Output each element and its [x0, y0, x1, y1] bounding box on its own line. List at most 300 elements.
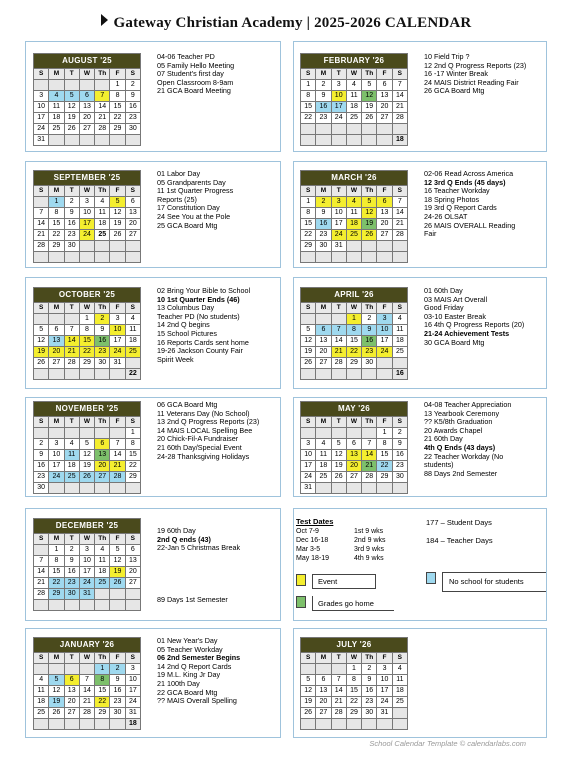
day-cell: 30 [64, 241, 79, 252]
weekday-header: S [392, 69, 407, 80]
day-cell: 17 [110, 336, 125, 347]
day-cell: 9 [125, 91, 140, 102]
weekday-header: S [125, 186, 140, 197]
month-calendar [33, 401, 141, 494]
day-cell: 21 [64, 347, 79, 358]
empty-day-cell [346, 252, 361, 263]
empty-day-cell [377, 252, 392, 263]
weekday-header: T [64, 653, 79, 664]
day-cell: 15 [301, 102, 316, 113]
note-line: 2nd Q ends (43) [157, 534, 211, 544]
day-cell: 15 [49, 219, 64, 230]
empty-day-cell [110, 589, 125, 600]
empty-day-cell [64, 428, 79, 439]
day-cell: 16 [392, 450, 407, 461]
month-name: SEPTEMBER '25 [34, 171, 141, 186]
empty-day-cell [362, 428, 377, 439]
day-cell: 18 [346, 219, 361, 230]
empty-day-cell [301, 369, 316, 380]
day-cell: 24 [377, 347, 392, 358]
day-cell: 5 [331, 439, 346, 450]
day-cell: 14 [362, 450, 377, 461]
day-cell: 26 [110, 230, 125, 241]
weekday-header: Th [362, 653, 377, 664]
empty-day-cell [301, 664, 316, 675]
day-cell: 3 [125, 664, 140, 675]
day-cell: 20 [346, 461, 361, 472]
empty-day-cell [392, 708, 407, 719]
day-cell: 23 [392, 461, 407, 472]
day-cell: 11 [95, 556, 110, 567]
day-cell: 3 [79, 545, 94, 556]
note-line: 04-08 Teacher Appreciation [424, 400, 512, 409]
day-cell: 10 [49, 450, 64, 461]
day-cell: 5 [79, 439, 94, 450]
empty-day-cell [95, 369, 110, 380]
empty-day-cell [49, 600, 64, 611]
empty-day-cell [34, 314, 49, 325]
day-cell: 31 [79, 589, 94, 600]
grades-label: Grades go home [318, 599, 374, 608]
weekday-header: T [64, 417, 79, 428]
day-cell: 7 [34, 556, 49, 567]
day-cell: 1 [49, 545, 64, 556]
day-cell: 19 [331, 461, 346, 472]
day-cell: 27 [316, 358, 331, 369]
day-cell: 18 [125, 719, 140, 730]
note-line: 4th Q Ends (43 days) [424, 442, 496, 452]
day-cell: 5 [34, 325, 49, 336]
day-cell: 24 [79, 230, 94, 241]
day-cell: 17 [49, 461, 64, 472]
day-cell: 21 [331, 697, 346, 708]
empty-day-cell [377, 124, 392, 135]
day-cell: 28 [331, 708, 346, 719]
day-cell: 5 [301, 325, 316, 336]
weekday-header: T [331, 417, 346, 428]
weekday-header: W [79, 303, 94, 314]
day-cell: 4 [392, 314, 407, 325]
empty-day-cell [346, 483, 361, 494]
day-cell: 18 [64, 461, 79, 472]
day-cell: 24 [301, 472, 316, 483]
day-cell: 11 [34, 686, 49, 697]
day-cell: 15 [110, 102, 125, 113]
day-cell: 23 [316, 113, 331, 124]
test-date: Dec 16-18 [296, 537, 329, 544]
day-cell: 28 [64, 358, 79, 369]
note-line [157, 570, 240, 579]
empty-day-cell [79, 428, 94, 439]
day-cell: 24 [49, 472, 64, 483]
day-cell: 14 [79, 686, 94, 697]
empty-day-cell [301, 719, 316, 730]
month-notes [157, 287, 250, 364]
empty-day-cell [110, 719, 125, 730]
note-line: 01 60th Day [424, 286, 463, 295]
empty-day-cell [125, 483, 140, 494]
note-line: 24 MAIS District Reading Fair [424, 77, 519, 87]
day-cell: 6 [125, 545, 140, 556]
note-line: 16 4th Q Progress Reports (20) [424, 320, 525, 330]
day-cell: 23 [64, 230, 79, 241]
empty-day-cell [110, 135, 125, 146]
day-cell: 27 [125, 578, 140, 589]
day-cell: 3 [331, 197, 346, 208]
day-cell: 20 [377, 102, 392, 113]
empty-day-cell [362, 124, 377, 135]
note-line: 30 GCA Board Mtg [424, 337, 485, 347]
weekday-header: M [316, 69, 331, 80]
day-cell: 27 [64, 708, 79, 719]
empty-day-cell [377, 719, 392, 730]
empty-day-cell [34, 252, 49, 263]
month-notes [157, 170, 233, 230]
empty-day-cell [64, 483, 79, 494]
day-cell: 25 [316, 472, 331, 483]
day-cell: 24 [331, 230, 346, 241]
day-cell: 27 [95, 472, 110, 483]
day-cell: 26 [362, 113, 377, 124]
day-cell: 14 [331, 336, 346, 347]
day-cell: 25 [392, 697, 407, 708]
note-line: 19 M.L. King Jr Day [157, 670, 221, 680]
day-cell: 1 [125, 428, 140, 439]
weekday-header: S [125, 534, 140, 545]
weekday-header: W [79, 417, 94, 428]
note-line: 02 Bring Your Bible to School [157, 286, 251, 295]
month-calendar [300, 170, 408, 263]
note-line: 17 Constitution Day [157, 203, 220, 213]
day-cell: 7 [79, 675, 94, 686]
month-calendar [300, 53, 408, 146]
empty-day-cell [64, 135, 79, 146]
day-cell: 13 [377, 208, 392, 219]
month-calendar [33, 170, 141, 263]
teacher-days: 184 – Teacher Days [426, 536, 493, 545]
note-line: 15 School Pictures [157, 328, 217, 338]
day-cell: 15 [95, 686, 110, 697]
weekday-header: M [316, 186, 331, 197]
day-cell: 4 [316, 439, 331, 450]
day-cell: 6 [377, 80, 392, 91]
weekday-header: S [34, 303, 49, 314]
month-calendar [33, 53, 141, 146]
month-notes [424, 170, 515, 239]
day-cell: 20 [125, 219, 140, 230]
day-cell: 19 [64, 113, 79, 124]
day-cell: 9 [392, 439, 407, 450]
day-cell: 16 [64, 567, 79, 578]
day-cell: 17 [34, 113, 49, 124]
day-cell: 2 [316, 197, 331, 208]
empty-day-cell [331, 483, 346, 494]
event-label: Event [318, 577, 338, 586]
empty-day-cell [301, 314, 316, 325]
day-cell: 11 [95, 208, 110, 219]
note-line: 21 100th Day [157, 678, 200, 688]
day-cell: 4 [95, 197, 110, 208]
month-notes [157, 401, 259, 461]
day-cell: 1 [377, 428, 392, 439]
day-cell: 30 [362, 358, 377, 369]
day-cell: 1 [346, 314, 361, 325]
day-cell: 19 [110, 219, 125, 230]
weekday-header: M [49, 653, 64, 664]
day-cell: 9 [316, 208, 331, 219]
day-cell: 6 [125, 197, 140, 208]
empty-day-cell [49, 135, 64, 146]
day-cell: 18 [316, 461, 331, 472]
month-calendar [33, 518, 141, 611]
note-line [157, 561, 240, 570]
note-line: 01 Labor Day [157, 169, 201, 178]
empty-day-cell [79, 600, 94, 611]
note-line: 13 2nd Q Progress Reports (23) [157, 417, 260, 427]
day-cell: 11 [392, 675, 407, 686]
empty-day-cell [346, 719, 361, 730]
weekday-header: Th [95, 417, 110, 428]
day-cell: 19 [301, 697, 316, 708]
day-cell: 5 [301, 675, 316, 686]
day-cell: 18 [125, 336, 140, 347]
day-cell: 30 [362, 708, 377, 719]
month-calendar [300, 637, 408, 730]
day-cell: 10 [377, 325, 392, 336]
note-line: Reports (25) [157, 194, 197, 204]
empty-day-cell [34, 80, 49, 91]
empty-day-cell [64, 314, 79, 325]
weekday-header: M [49, 534, 64, 545]
day-cell: 5 [49, 675, 64, 686]
weekday-header: S [392, 417, 407, 428]
empty-day-cell [125, 589, 140, 600]
empty-day-cell [377, 241, 392, 252]
day-cell: 5 [110, 197, 125, 208]
day-cell: 18 [392, 336, 407, 347]
day-cell: 18 [34, 697, 49, 708]
day-cell: 12 [110, 556, 125, 567]
day-cell: 7 [362, 439, 377, 450]
day-cell: 17 [301, 461, 316, 472]
day-cell: 15 [301, 219, 316, 230]
day-cell: 15 [346, 686, 361, 697]
day-cell: 23 [125, 113, 140, 124]
day-cell: 27 [346, 472, 361, 483]
day-cell: 8 [301, 91, 316, 102]
empty-day-cell [125, 252, 140, 263]
day-cell: 31 [110, 358, 125, 369]
day-cell: 7 [392, 197, 407, 208]
empty-day-cell [110, 600, 125, 611]
test-dates-header: Test Dates [296, 517, 334, 526]
weekday-header: Th [95, 653, 110, 664]
day-cell: 7 [392, 80, 407, 91]
note-line: 19 60th Day [157, 526, 196, 535]
note-line: 21-24 Achievement Tests [424, 328, 510, 338]
day-cell: 19 [301, 347, 316, 358]
day-cell: 23 [110, 697, 125, 708]
note-line: 25 GCA Board Mtg [157, 220, 218, 230]
empty-day-cell [49, 80, 64, 91]
note-line: 21 60th Day [424, 434, 463, 444]
day-cell: 29 [125, 472, 140, 483]
day-cell: 9 [362, 325, 377, 336]
empty-day-cell [331, 252, 346, 263]
note-line: 01 New Year's Day [157, 636, 218, 645]
empty-day-cell [377, 483, 392, 494]
day-cell: 18 [392, 135, 407, 146]
weekday-header: S [301, 303, 316, 314]
note-line: 22 Teacher Workday (No [424, 451, 504, 461]
day-cell: 3 [110, 314, 125, 325]
day-cell: 18 [95, 567, 110, 578]
day-cell: 13 [64, 686, 79, 697]
day-cell: 29 [346, 708, 361, 719]
day-cell: 15 [125, 450, 140, 461]
day-cell: 3 [377, 314, 392, 325]
empty-day-cell [79, 241, 94, 252]
day-cell: 13 [346, 450, 361, 461]
note-line: Open Classroom 8-9am [157, 77, 234, 87]
day-cell: 4 [125, 314, 140, 325]
day-cell: 2 [64, 197, 79, 208]
day-cell: 14 [392, 208, 407, 219]
day-cell: 28 [362, 472, 377, 483]
day-cell: 27 [377, 230, 392, 241]
weekday-header: W [79, 69, 94, 80]
test-quarter: 4th 9 wks [354, 555, 384, 562]
empty-day-cell [316, 124, 331, 135]
empty-day-cell [95, 600, 110, 611]
weekday-header: W [346, 653, 361, 664]
day-cell: 13 [125, 556, 140, 567]
day-cell: 21 [34, 230, 49, 241]
weekday-header: W [79, 534, 94, 545]
test-date: Oct 7-9 [296, 528, 319, 535]
day-cell: 24 [34, 124, 49, 135]
empty-day-cell [95, 428, 110, 439]
day-cell: 22 [301, 230, 316, 241]
day-cell: 28 [392, 230, 407, 241]
empty-day-cell [64, 80, 79, 91]
day-cell: 16 [95, 336, 110, 347]
day-cell: 13 [79, 102, 94, 113]
empty-day-cell [392, 483, 407, 494]
empty-day-cell [34, 664, 49, 675]
weekday-header: F [110, 534, 125, 545]
empty-day-cell [331, 124, 346, 135]
day-cell: 26 [34, 358, 49, 369]
weekday-header: M [49, 303, 64, 314]
day-cell: 28 [34, 241, 49, 252]
month-name: FEBRUARY '26 [301, 54, 408, 69]
day-cell: 10 [110, 325, 125, 336]
day-cell: 22 [49, 578, 64, 589]
day-cell: 14 [110, 450, 125, 461]
day-cell: 25 [392, 347, 407, 358]
empty-day-cell [110, 483, 125, 494]
empty-day-cell [95, 589, 110, 600]
day-cell: 2 [110, 664, 125, 675]
empty-day-cell [79, 483, 94, 494]
day-cell: 11 [125, 325, 140, 336]
day-cell: 26 [64, 124, 79, 135]
day-cell: 20 [79, 113, 94, 124]
weekday-header: F [110, 653, 125, 664]
day-cell: 7 [331, 675, 346, 686]
test-quarter: 2nd 9 wks [354, 537, 386, 544]
empty-day-cell [346, 241, 361, 252]
day-cell: 21 [392, 102, 407, 113]
test-date: Mar 3-5 [296, 546, 321, 553]
note-line: 24-26 OLSAT [424, 211, 468, 221]
weekday-header: S [125, 653, 140, 664]
note-line: 16 Reports Cards sent home [157, 337, 249, 347]
day-cell: 24 [79, 578, 94, 589]
day-cell: 6 [316, 675, 331, 686]
day-cell: 14 [331, 686, 346, 697]
day-cell: 12 [79, 450, 94, 461]
note-line: 24 See You at the Pole [157, 211, 231, 221]
day-cell: 8 [346, 325, 361, 336]
empty-day-cell [362, 719, 377, 730]
note-line: 21 GCA Board Meeting [157, 86, 231, 96]
empty-day-cell [95, 80, 110, 91]
weekday-header: T [331, 653, 346, 664]
day-cell: 17 [377, 336, 392, 347]
note-line: 07 Student's first day [157, 69, 224, 79]
day-cell: 16 [316, 102, 331, 113]
day-cell: 14 [34, 567, 49, 578]
day-cell: 2 [362, 664, 377, 675]
day-cell: 3 [377, 664, 392, 675]
empty-day-cell [49, 428, 64, 439]
empty-day-cell [34, 369, 49, 380]
month-calendar [300, 287, 408, 380]
day-cell: 10 [125, 675, 140, 686]
empty-day-cell [331, 719, 346, 730]
day-cell: 2 [392, 428, 407, 439]
day-cell: 14 [64, 336, 79, 347]
weekday-header: W [79, 186, 94, 197]
empty-day-cell [331, 428, 346, 439]
day-cell: 9 [316, 91, 331, 102]
empty-day-cell [95, 719, 110, 730]
day-cell: 18 [95, 219, 110, 230]
note-line: 16 Teacher Workday [424, 186, 490, 196]
weekday-header: T [64, 303, 79, 314]
day-cell: 10 [301, 450, 316, 461]
empty-day-cell [346, 369, 361, 380]
empty-day-cell [362, 135, 377, 146]
day-cell: 25 [64, 472, 79, 483]
note-line: Good Friday [424, 303, 464, 313]
weekday-header: S [301, 186, 316, 197]
empty-day-cell [79, 664, 94, 675]
day-cell: 6 [79, 91, 94, 102]
empty-day-cell [301, 252, 316, 263]
weekday-header: F [110, 303, 125, 314]
weekday-header: S [125, 303, 140, 314]
month-name: AUGUST '25 [34, 54, 141, 69]
day-cell: 16 [316, 219, 331, 230]
day-cell: 20 [95, 461, 110, 472]
day-cell: 10 [331, 208, 346, 219]
day-cell: 9 [64, 556, 79, 567]
day-cell: 13 [316, 336, 331, 347]
note-line: 89 Days 1st Semester [157, 594, 228, 604]
